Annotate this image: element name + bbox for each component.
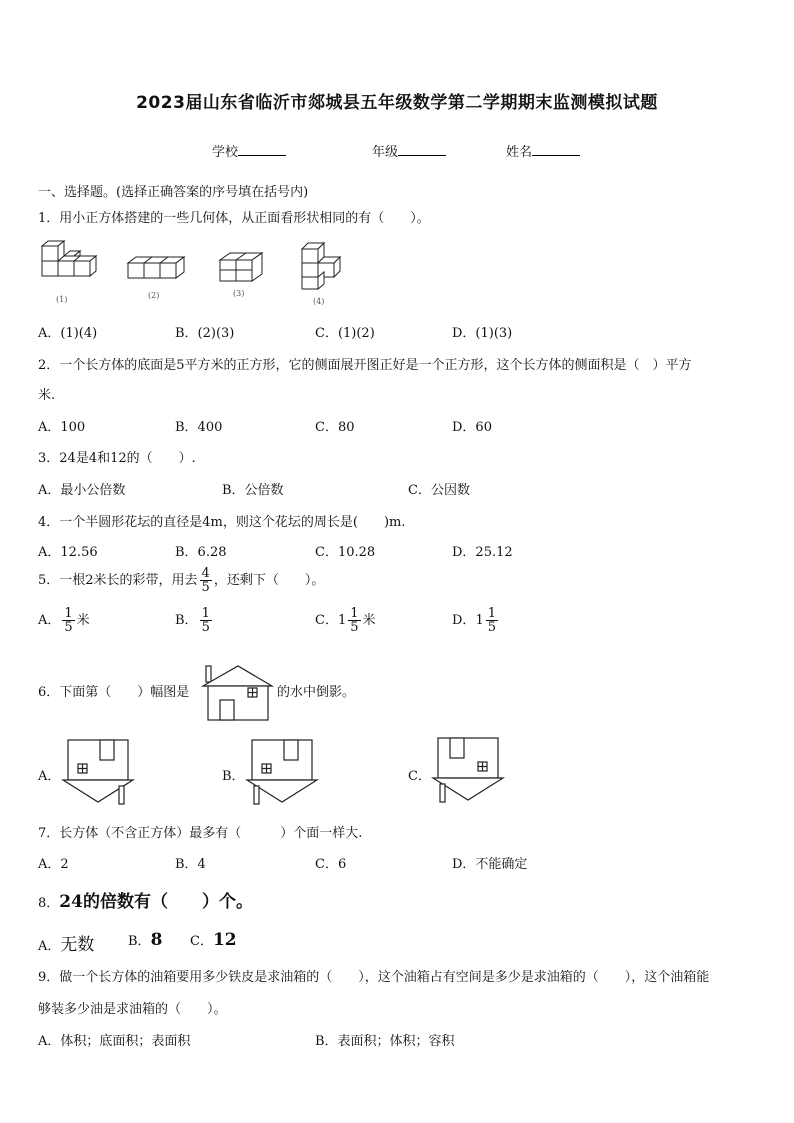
q2-option-a[interactable]: A．100 bbox=[38, 420, 86, 435]
grade-blank[interactable] bbox=[398, 143, 446, 156]
q5-option-c[interactable]: C．1 $\frac{1}{5}$ 米 bbox=[315, 606, 376, 635]
question-2-line-1: 2．一个长方体的底面是5平方米的正方形，它的侧面展开图正好是一个正方形，这个长方体的侧面积是（ ）平方 bbox=[38, 358, 692, 373]
question-7: 7．长方体（不含正方体）最多有（ ）个面一样大. bbox=[38, 826, 363, 841]
q8-option-c[interactable]: C．12 bbox=[190, 930, 237, 950]
q8-option-a[interactable]: A．无数 bbox=[38, 935, 95, 955]
reflection-house-b[interactable] bbox=[246, 738, 322, 808]
q8-option-b[interactable]: B．8 bbox=[128, 930, 163, 950]
q3-option-a[interactable]: A．最小公倍数 bbox=[38, 483, 126, 498]
q4-option-b[interactable]: B．6.28 bbox=[175, 545, 227, 560]
cube-figure-1 bbox=[40, 240, 100, 295]
q9-option-a[interactable]: A．体积；底面积；表面积 bbox=[38, 1034, 191, 1049]
question-6-after: 的水中倒影。 bbox=[277, 685, 356, 700]
question-1: 1．用小正方体搭建的一些几何体，从正面看形状相同的有（ ）。 bbox=[38, 211, 430, 226]
name-blank[interactable] bbox=[532, 143, 580, 156]
school-blank[interactable] bbox=[238, 143, 286, 156]
fraction: $\frac{4}{5}$ bbox=[201, 566, 210, 595]
figure-label-2: (2) bbox=[148, 291, 160, 300]
q4-option-d[interactable]: D．25.12 bbox=[452, 545, 513, 560]
fraction: $\frac{1}{5}$ bbox=[487, 606, 496, 635]
q3-option-c[interactable]: C．公因数 bbox=[408, 483, 470, 498]
q1-option-c[interactable]: C．(1)(2) bbox=[315, 326, 375, 341]
q5-option-a[interactable]: A． $\frac{1}{5}$ 米 bbox=[38, 606, 90, 635]
cube-figure-4 bbox=[300, 242, 350, 297]
q7-option-c[interactable]: C．6 bbox=[315, 857, 347, 872]
page-title: 2023届山东省临沂市郯城县五年级数学第二学期期末监测模拟试题 bbox=[136, 93, 658, 113]
question-3: 3．24是4和12的（ ）. bbox=[38, 451, 196, 466]
q6-option-b[interactable]: B． bbox=[222, 769, 245, 784]
q2-option-c[interactable]: C．80 bbox=[315, 420, 355, 435]
question-8: 8．24的倍数有（ ）个。 bbox=[38, 892, 253, 912]
question-4: 4．一个半圆形花坛的直径是4m，则这个花坛的周长是( )m. bbox=[38, 515, 406, 530]
name-field: 姓名 bbox=[506, 141, 580, 160]
q6-option-a[interactable]: A． bbox=[38, 769, 61, 784]
school-field: 学校 bbox=[212, 141, 286, 160]
q1-option-b[interactable]: B．(2)(3) bbox=[175, 326, 235, 341]
section-heading: 一、选择题。(选择正确答案的序号填在括号内) bbox=[38, 185, 309, 200]
question-9-line-2: 够装多少油是求油箱的（ ）。 bbox=[38, 1002, 227, 1017]
fraction: $\frac{1}{5}$ bbox=[350, 606, 359, 635]
q1-option-a[interactable]: A．(1)(4) bbox=[38, 326, 98, 341]
q2-option-d[interactable]: D．60 bbox=[452, 420, 492, 435]
q1-option-d[interactable]: D．(1)(3) bbox=[452, 326, 513, 341]
figure-label-3: (3) bbox=[233, 289, 245, 298]
reflection-house-a[interactable] bbox=[62, 738, 138, 808]
question-2-line-2: 米. bbox=[38, 388, 56, 403]
q3-option-b[interactable]: B．公倍数 bbox=[222, 483, 284, 498]
grade-field: 年级 bbox=[372, 141, 446, 160]
fraction: $\frac{1}{5}$ bbox=[64, 606, 73, 635]
cube-figure-3 bbox=[218, 252, 268, 287]
q4-option-a[interactable]: A．12.56 bbox=[38, 545, 98, 560]
fraction: $\frac{1}{5}$ bbox=[201, 606, 210, 635]
question-5: 5．一根2米长的彩带，用去 $\frac{4}{5}$ ，还剩下（ ）。 bbox=[38, 566, 325, 595]
q7-option-a[interactable]: A．2 bbox=[38, 857, 69, 872]
reflection-house-c[interactable] bbox=[432, 736, 508, 806]
q7-option-b[interactable]: B．4 bbox=[175, 857, 206, 872]
q7-option-d[interactable]: D．不能确定 bbox=[452, 857, 528, 872]
q2-option-b[interactable]: B．400 bbox=[175, 420, 223, 435]
house-icon bbox=[202, 664, 274, 722]
q9-option-b[interactable]: B．表面积；体积；容积 bbox=[315, 1034, 455, 1049]
figure-label-1: (1) bbox=[56, 295, 68, 304]
q5-option-b[interactable]: B． $\frac{1}{5}$ bbox=[175, 606, 210, 635]
figure-label-4: (4) bbox=[313, 297, 325, 306]
cube-figure-2 bbox=[126, 256, 190, 291]
q4-option-c[interactable]: C．10.28 bbox=[315, 545, 376, 560]
q6-option-c[interactable]: C． bbox=[408, 769, 431, 784]
question-9-line-1: 9．做一个长方体的油箱要用多少铁皮是求油箱的（ ），这个油箱占有空间是多少是求油箱的（ ），这个油箱能 bbox=[38, 970, 710, 985]
question-6-before: 6．下面第（ ）幅图是 bbox=[38, 685, 190, 700]
q5-option-d[interactable]: D．1 $\frac{1}{5}$ bbox=[452, 606, 496, 635]
